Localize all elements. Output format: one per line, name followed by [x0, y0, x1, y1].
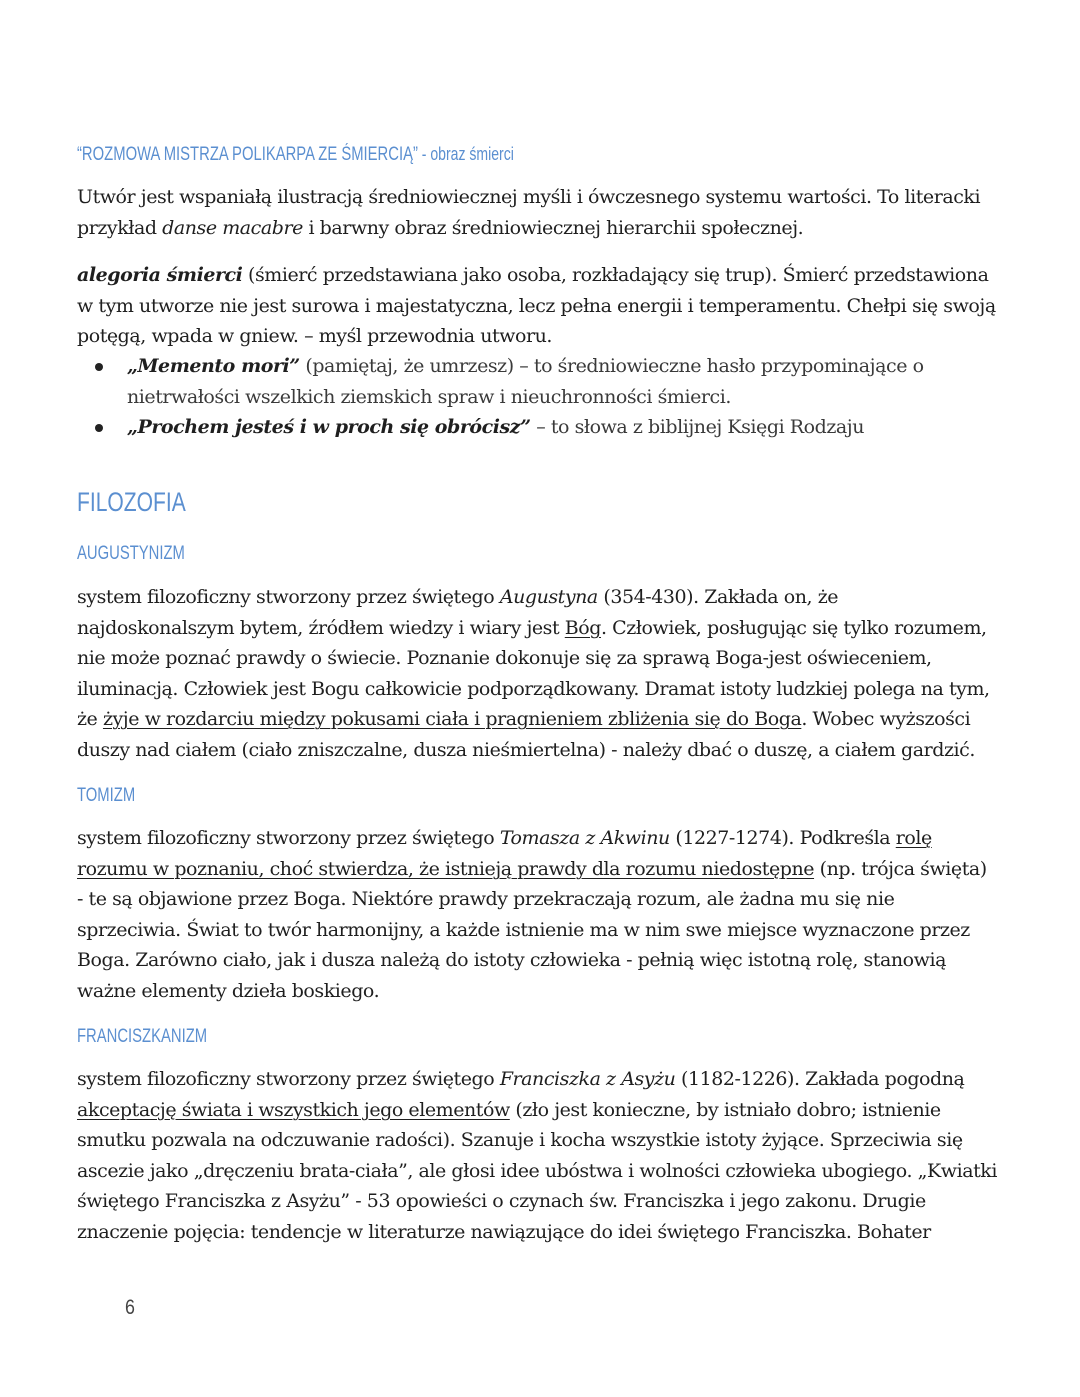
- franciszkanizm-heading: FRANCISZKANIZM: [77, 1026, 208, 1047]
- intro-text-2: i barwny obraz średniowiecznej hierarchii społecznej.: [302, 216, 804, 239]
- franciszkanizm-paragraph: [77, 1064, 997, 1247]
- page-number: 6: [125, 1296, 135, 1319]
- augustynizm-paragraph: [77, 582, 997, 765]
- quote-text: – to słowa z biblijnej Księgi Rodzaju: [530, 416, 865, 438]
- intro-text-1: Utwór jest wspaniałą ilustracją średniowiecznej myśli i ówczesnego systemu wartości. To literacki przykład: [77, 186, 981, 239]
- list-item: [77, 412, 977, 443]
- augustynizm-text-4: . Wobec wyższości duszy nad ciałem (ciało zniszczalne, dusza nieśmiertelna) - należy dbać o duszę, a ciałem gardzić.: [77, 708, 975, 761]
- franciszkanizm-text-1: system filozoficzny stworzony przez świętego: [77, 1068, 500, 1090]
- augustynizm-text-1: system filozoficzny stworzony przez świętego: [77, 586, 500, 608]
- intro-paragraph: [77, 182, 997, 243]
- quote-text: (pamiętaj, że umrzesz) – to średniowieczne hasło przypominające o nietrwałości wszelkich ziemskich spraw i nieuchronności śmierci.: [127, 355, 924, 408]
- tomizm-paragraph: [77, 823, 997, 1006]
- section-heading-subtitle: - obraz śmierci: [417, 144, 514, 164]
- augustynizm-underline-1: Bóg: [564, 616, 601, 639]
- bullet-icon: [95, 363, 103, 371]
- section-heading: [77, 144, 514, 166]
- bullet-icon: [95, 424, 103, 432]
- franciszkanizm-text-2: (1182-1226). Zakłada pogodną: [675, 1068, 965, 1090]
- tomizm-underline: rolę rozumu w poznaniu, choć stwierdza, że istnieją prawdy dla rozumu niedostępne: [77, 827, 932, 880]
- philosophy-heading: FILOZOFIA: [77, 487, 186, 517]
- allegory-term: alegoria śmierci: [77, 264, 243, 286]
- tomizm-text-1: system filozoficzny stworzony przez świętego: [77, 827, 500, 849]
- augustynizm-underline-2: żyje w rozdarciu między pokusami ciała i pragnieniem zbliżenia się do Boga: [102, 708, 802, 730]
- augustynizm-italic: Augustyna: [499, 586, 598, 608]
- tomizm-text-3: (np. trójca święta) - te są objawione przez Boga. Niektóre prawdy przekraczają rozum, ale żadna mu się nie sprzeciwia. Świat to twór harmonijny, a każde istnienie ma w nim swe miejsce wyznaczone przez Boga. Zarówno ciało, jak i dusza należą do istoty człowieka - pełnią więc istotną rolę, stanowią ważne elementy dzieła boskiego.: [77, 857, 987, 1002]
- allegory-paragraph: [77, 260, 997, 352]
- quote-list: [77, 351, 977, 443]
- franciszkanizm-text-3: (zło jest konieczne, by istniało dobro; istnienie smutku pozwala na odczuwanie radości). Szanuje i kocha wszystkie istoty żyjące. Sprzeciwia się ascezie jako „dręczeniu brata-ciała”, ale głosi idee ubóstwa i wolności człowieka ubogiego. „Kwiatki świętego Franciszka z Asyżu” - 53 opowieści o czynach św. Franciszka i jego zakonu. Drugie znaczenie pojęcia: tendencje w literaturze nawiązujące do idei świętego Franciszka. Bohater: [77, 1098, 997, 1243]
- quote-bold: „Prochem jesteś i w proch się obrócisz”: [127, 416, 531, 438]
- tomizm-text-2: (1227-1274). Podkreśla: [669, 827, 896, 849]
- quote-bold: „Memento mori”: [127, 355, 300, 377]
- tomizm-heading: TOMIZM: [77, 785, 136, 806]
- list-item: [77, 351, 977, 412]
- franciszkanizm-underline: akceptację świata i wszystkich jego elementów: [77, 1098, 510, 1121]
- franciszkanizm-italic: Franciszka z Asyżu: [499, 1068, 676, 1090]
- intro-italic-term: danse macabre: [162, 216, 303, 239]
- allegory-text: (śmierć przedstawiana jako osoba, rozkładający się trup). Śmierć przedstawiona w tym utworze nie jest surowa i majestatyczna, lecz pełna energii i temperamentu. Chełpi się swoją potęgą, wpada w gniew. – myśl przewodnia utworu.: [77, 264, 996, 347]
- augustynizm-text-2: (354-430). Zakłada on, że najdoskonalszym bytem, źródłem wiedzy i wiary jest: [77, 586, 839, 639]
- augustynizm-heading: AUGUSTYNIZM: [77, 543, 185, 564]
- section-heading-title: “ROZMOWA MISTRZA POLIKARPA ZE ŚMIERCIĄ”: [77, 144, 418, 165]
- tomizm-italic: Tomasza z Akwinu: [499, 827, 670, 849]
- augustynizm-text-3: . Człowiek, posługując się tylko rozumem, nie może poznać prawdy o świecie. Poznanie dokonuje się za sprawą Boga-jest oświeceniem, iluminacją. Człowiek jest Bogu całkowicie podporządkowany. Dramat istoty ludzkiej polega na tym, że: [77, 616, 990, 730]
